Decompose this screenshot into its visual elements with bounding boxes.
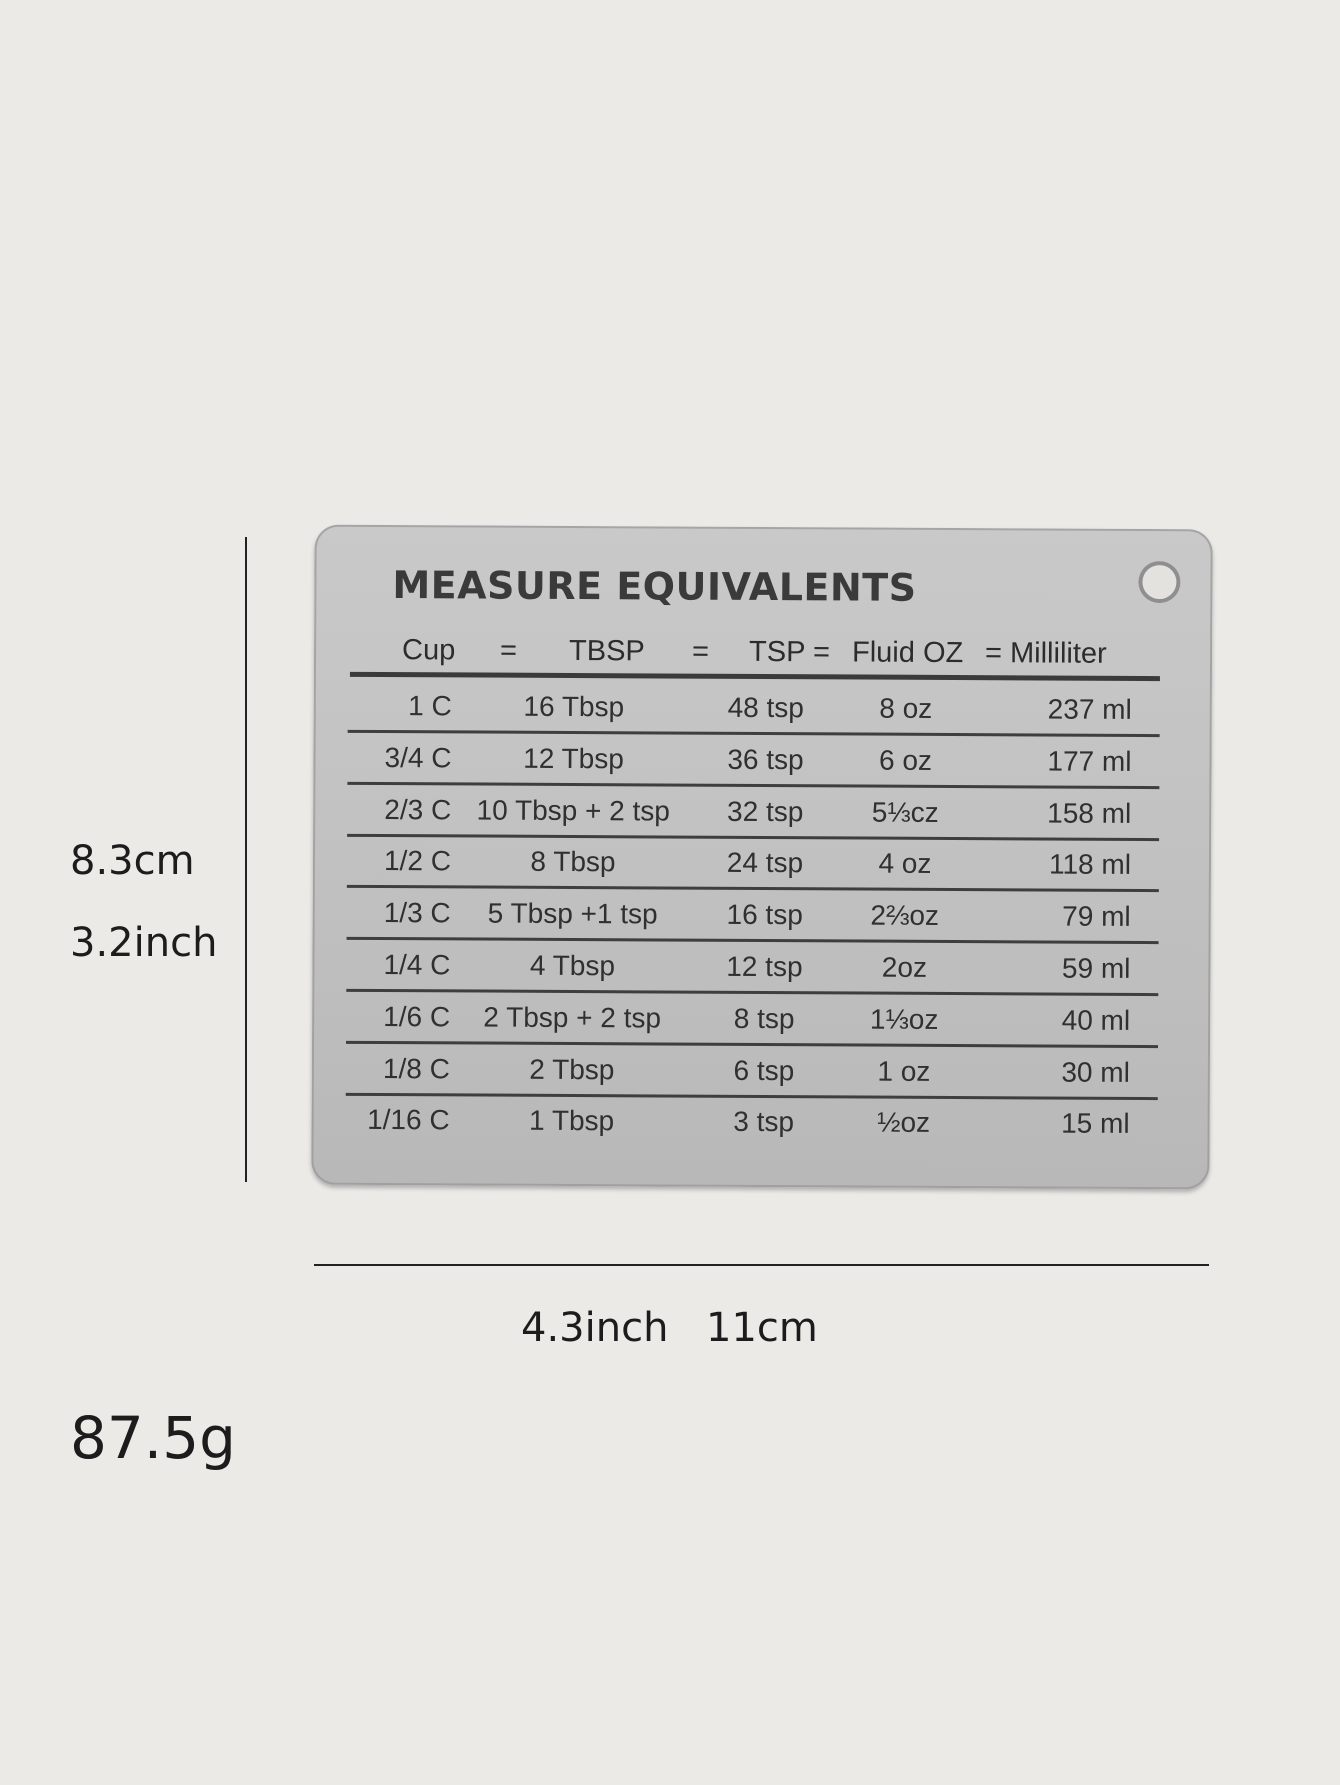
table-row	[312, 939, 1210, 995]
ml-cell: 59 ml	[1061, 952, 1131, 984]
hanging-hole	[1138, 561, 1180, 603]
tbsp-cell: 10 Tbsp + 2 tsp	[476, 794, 670, 827]
cup-cell: 2/3 C	[384, 793, 452, 825]
cup-cell: 1 C	[408, 690, 452, 722]
table-row	[313, 835, 1211, 891]
height-dimension-line	[245, 537, 247, 1182]
width-cm-label: 11cm	[706, 1305, 818, 1351]
plate-title: MEASURE EQUIVALENTS	[392, 563, 917, 610]
oz-cell: 2oz	[881, 951, 928, 983]
ml-cell: 79 ml	[1062, 900, 1131, 933]
width-inch-label: 4.3inch	[521, 1305, 669, 1351]
height-inch-label: 3.2inch	[70, 920, 218, 966]
table-row	[314, 680, 1212, 736]
width-dimension-line	[314, 1264, 1209, 1266]
tbsp-cell: 1 Tbsp	[528, 1105, 615, 1137]
header-milliliter: = Milliliter	[984, 637, 1107, 670]
header-equals-2: =	[691, 635, 710, 668]
ml-cell: 30 ml	[1061, 1056, 1130, 1088]
tsp-cell: 24 tsp	[726, 847, 804, 879]
header-tbsp: TBSP	[568, 634, 645, 668]
tbsp-cell: 8 Tbsp	[530, 846, 616, 878]
cup-cell: 1/8 C	[382, 1052, 450, 1084]
table-row	[313, 783, 1211, 839]
oz-cell: 2⅔oz	[870, 899, 940, 932]
tbsp-cell: 4 Tbsp	[529, 949, 616, 982]
oz-cell: 4 oz	[878, 848, 932, 880]
ml-cell: 118 ml	[1048, 848, 1132, 881]
ml-cell: 158 ml	[1047, 797, 1132, 829]
tsp-cell: 3 tsp	[733, 1106, 795, 1138]
weight-label: 87.5g	[70, 1404, 236, 1472]
table-row	[313, 887, 1211, 943]
oz-cell: 5⅓cz	[871, 796, 939, 828]
header-cup: Cup	[401, 634, 456, 667]
tsp-cell: 16 tsp	[726, 899, 803, 931]
tsp-cell: 32 tsp	[727, 795, 804, 827]
header-fluid-oz: Fluid OZ	[851, 636, 964, 670]
oz-cell: 6 oz	[878, 744, 933, 776]
tbsp-cell: 2 Tbsp	[529, 1053, 615, 1085]
table-row	[311, 1094, 1209, 1150]
tsp-cell: 12 tsp	[726, 950, 803, 983]
table-row	[312, 990, 1210, 1046]
cup-cell: 1/2 C	[383, 845, 452, 877]
table-row	[313, 731, 1211, 787]
header-equals-1: =	[499, 634, 518, 667]
tbsp-cell: 5 Tbsp +1 tsp	[487, 897, 658, 930]
ml-cell: 40 ml	[1061, 1004, 1131, 1036]
tsp-cell: 8 tsp	[733, 1002, 795, 1034]
tbsp-cell: 2 Tbsp + 2 tsp	[483, 1001, 662, 1034]
oz-cell: 1⅓oz	[869, 1003, 939, 1035]
measure-plate	[311, 525, 1212, 1190]
cup-cell: 1/3 C	[383, 897, 451, 929]
header-tsp: TSP =	[748, 635, 831, 669]
tbsp-cell: 12 Tbsp	[523, 742, 624, 775]
cup-cell: 3/4 C	[384, 741, 452, 774]
tsp-cell: 36 tsp	[727, 743, 804, 776]
tbsp-cell: 16 Tbsp	[523, 690, 625, 723]
tsp-cell: 48 tsp	[727, 691, 805, 724]
cup-cell: 1/16 C	[367, 1104, 450, 1136]
oz-cell: 8 oz	[879, 692, 933, 724]
ml-cell: 15 ml	[1061, 1107, 1130, 1140]
oz-cell: 1 oz	[877, 1055, 931, 1087]
tsp-cell: 6 tsp	[733, 1054, 795, 1086]
cup-cell: 1/6 C	[383, 1000, 451, 1033]
table-row	[312, 1042, 1210, 1098]
ml-cell: 237 ml	[1047, 693, 1132, 725]
ml-cell: 177 ml	[1047, 745, 1132, 777]
oz-cell: ½oz	[877, 1106, 931, 1139]
cup-cell: 1/4 C	[383, 949, 451, 981]
height-cm-label: 8.3cm	[70, 838, 195, 884]
